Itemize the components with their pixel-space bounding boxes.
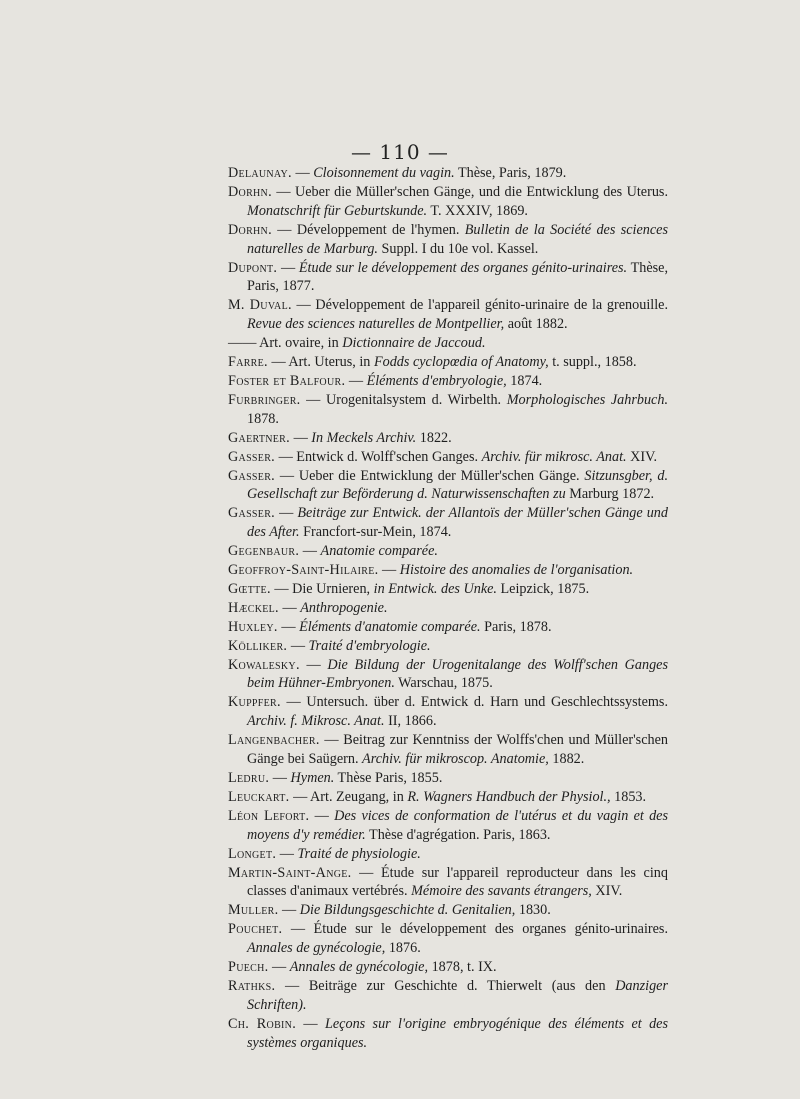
bibliography-entry (228, 467, 668, 505)
bibliography-entry (228, 372, 668, 391)
entry-text: — Développement de l'appareil génito-urinaire de la grenouille. (291, 297, 668, 314)
entry-author: Gasser. (228, 505, 276, 522)
entry-text: 1822. (416, 429, 452, 446)
entry-text: — Urogenitalsystem d. Wirbelth. (300, 391, 507, 408)
entry-text: Francfort-sur-Mein, 1874. (299, 524, 452, 541)
entry-title: Monatschrift für Geburtskunde. (247, 202, 428, 219)
entry-title: in Entwick. des Unke. (373, 580, 497, 597)
entry-text: — (269, 770, 291, 786)
entry-author: Gasser. (228, 448, 276, 465)
bibliography-entry (228, 221, 668, 259)
entry-title: Archiv. für mikroscop. Anatomie, (362, 751, 549, 768)
entry-title: Dictionnaire de Jaccoud. (342, 335, 486, 352)
entry-author: Huxley. (228, 618, 278, 635)
entry-text: — (275, 505, 298, 522)
bibliography-entry (228, 1015, 668, 1053)
entry-title: Bulletin de la Société des sciences naturelles de Marburg. (247, 221, 668, 257)
bibliography-entry (228, 731, 668, 769)
entry-title: Annales de gynécologie, (247, 940, 386, 957)
entry-title: R. Wagners Handbuch der Physiol., (407, 788, 611, 805)
entry-text: — Développement de l'hymen. (271, 221, 465, 238)
entry-text: — Ueber die Müller'schen Gänge, und die Entwicklung des Uterus. (271, 183, 668, 200)
bibliography-entry (228, 164, 668, 183)
entry-text: 1853. (610, 788, 647, 805)
bibliography-entry (228, 429, 668, 448)
entry-text: t. suppl., 1858. (548, 354, 637, 371)
bibliography-entry (228, 769, 668, 788)
bibliography-list (228, 164, 668, 1053)
entry-text: Suppl. I du 10e vol. Kassel. (377, 240, 539, 257)
entry-author: Ch. Robin. (228, 1015, 297, 1032)
entry-text: — (345, 372, 367, 389)
bibliography-entry (228, 259, 668, 297)
entry-text: Marburg 1872. (565, 486, 655, 503)
entry-title: Cloisonnement du vagin. (313, 165, 455, 181)
entry-text: XIV. (591, 883, 623, 900)
bibliography-entry (228, 788, 668, 807)
bibliography-entry (228, 920, 668, 958)
entry-text: — (290, 429, 312, 446)
entry-author: Gegenbaur. (228, 543, 300, 560)
entry-text: — Ueber die Entwicklung der Müller'schen Gänge. (275, 467, 585, 484)
entry-title: Annales de gynécologie, (289, 959, 429, 976)
entry-title: Die Bildungsgeschichte d. Genitalien, (299, 902, 516, 919)
entry-title: Archiv. für mikrosc. Anat. (481, 448, 627, 465)
entry-author: Hæckel. (228, 599, 279, 616)
entry-text: — Art. Uterus, in (267, 354, 374, 371)
entry-author: Foster et Balfour. (228, 372, 346, 389)
entry-author: Farre. (228, 354, 268, 371)
entry-title: Revue des sciences naturelles de Montpellier, (247, 316, 505, 333)
bibliography-entry (228, 580, 668, 599)
entry-text: — (287, 637, 309, 654)
entry-text: Thèse Paris, 1855. (334, 770, 443, 786)
bibliography-entry (228, 334, 668, 353)
bibliography-entry (228, 561, 668, 580)
entry-text: — Beitrag zur Kenntniss der Wolffs'chen und Müller'schen Gänge bei Saügern. (247, 732, 668, 768)
entry-text: — (277, 259, 299, 276)
entry-text: Paris, 1878. (480, 618, 552, 635)
entry-author: Dorhn. (228, 221, 272, 238)
bibliography-entry (228, 296, 668, 334)
bibliography-entry (228, 845, 668, 864)
entry-title: Sitzunsgber, d. Gesellschaft zur Beförderung d. Naturwissenschaften zu (247, 467, 668, 503)
entry-text: — Die Urnieren, (270, 580, 374, 597)
entry-author: Delaunay. (228, 165, 292, 181)
entry-title: Traité d'embryologie. (308, 637, 431, 654)
bibliography-entry (228, 542, 668, 561)
bibliography-entry (228, 958, 668, 977)
bibliography-entry (228, 864, 668, 902)
entry-author: Dupont. (228, 259, 278, 276)
entry-title: Danziger Schriften). (247, 977, 668, 1013)
bibliography-entry (228, 901, 668, 920)
entry-title: Anatomie comparée. (320, 543, 438, 560)
entry-text: — (299, 656, 328, 673)
entry-author: Muller. (228, 902, 279, 919)
entry-text: —— Art. ovaire, in (228, 335, 343, 352)
entry-text: — Étude sur l'appareil reproducteur dans les cinq classes d'animaux vertébrés. (247, 864, 668, 900)
entry-text: — (296, 1015, 325, 1032)
entry-author: Kölliker. (228, 637, 288, 654)
entry-author: Rathks. (228, 977, 276, 994)
bibliography-entry (228, 618, 668, 637)
entry-text: — (276, 845, 298, 862)
entry-text: — Beiträge zur Geschichte d. Thierwelt (aus den (275, 977, 616, 994)
bibliography-entry (228, 599, 668, 618)
bibliography-entry (228, 807, 668, 845)
page-number: — 110 — (351, 140, 449, 164)
entry-author: Leuckart. (228, 788, 290, 805)
entry-text: — (278, 902, 300, 919)
entry-author: Dorhn. (228, 183, 272, 200)
entry-text: Warschau, 1875. (394, 675, 493, 692)
entry-text: 1876. (385, 940, 421, 957)
entry-title: Étude sur le développement des organes génito-urinaires. (298, 259, 628, 276)
entry-title: Morphologisches Jahrbuch. (506, 391, 668, 408)
entry-author: Léon Lefort. (228, 807, 310, 824)
entry-text: II, 1866. (384, 713, 437, 730)
entry-title: Des vices de conformation de l'utérus et du vagin et des moyens d'y remédier. (247, 807, 668, 843)
entry-author: Kuppfer. (228, 694, 281, 711)
entry-title: Mémoire des savants étrangers, (411, 883, 592, 900)
entry-text: août 1882. (504, 316, 568, 333)
entry-title: Éléments d'anatomie comparée. (299, 618, 481, 635)
entry-author: Martin-Saint-Ange. (228, 864, 352, 881)
entry-author: Kowalesky. (228, 656, 300, 673)
entry-author: Gœtte. (228, 580, 271, 597)
entry-text: 1882. (548, 751, 585, 768)
entry-title: Anthropogenie. (300, 599, 388, 616)
entry-author: Gaertner. (228, 429, 291, 446)
bibliography-entry (228, 637, 668, 656)
entry-author: M. Duval. (228, 297, 292, 314)
entry-author: Gasser. (228, 467, 276, 484)
entry-title: Histoire des anomalies de l'organisation. (399, 562, 634, 579)
bibliography-entry (228, 504, 668, 542)
entry-title: In Meckels Archiv. (311, 429, 417, 446)
bibliography-entry (228, 977, 668, 1015)
bibliography-entry (228, 183, 668, 221)
entry-text: 1874. (506, 372, 543, 389)
entry-text: 1830. (515, 902, 551, 919)
bibliography-entry (228, 693, 668, 731)
entry-text: — (291, 165, 314, 181)
entry-title: Beiträge zur Entwick. der Allantoïs der Müller'schen Gänge und des After. (247, 505, 668, 541)
entry-text: — Étude sur le développement des organes génito-urinaires. (282, 921, 668, 938)
bibliography-entry (228, 391, 668, 429)
bibliography-entry (228, 448, 668, 467)
entry-title: Archiv. f. Mikrosc. Anat. (247, 713, 385, 730)
entry-text: XIV. (626, 448, 658, 465)
entry-text: — (378, 562, 400, 579)
entry-author: Puech. (228, 959, 269, 976)
entry-text: — (309, 807, 335, 824)
entry-text: Thèse, Paris, 1877. (247, 259, 668, 295)
entry-title: Traité de physiologie. (297, 845, 421, 862)
entry-author: Geoffroy-Saint-Hilaire. (228, 562, 379, 579)
entry-text: 1878, t. IX. (428, 959, 497, 976)
entry-text: — Untersuch. über d. Entwick d. Harn und Geschlechtssystems. (280, 694, 668, 711)
entry-text: Thèse, Paris, 1879. (454, 165, 567, 181)
entry-text: Leipzick, 1875. (496, 580, 590, 597)
entry-text: Thèse d'agrégation. Paris, 1863. (365, 826, 551, 843)
entry-text: T. XXXIV, 1869. (427, 202, 528, 219)
entry-text: — (278, 599, 301, 616)
entry-author: Longet. (228, 845, 277, 862)
bibliography-entry (228, 656, 668, 694)
entry-text: — Entwick d. Wolff'schen Ganges. (275, 448, 482, 465)
entry-title: Fodds cyclopœdia of Anatomy, (373, 354, 549, 371)
entry-text: — (277, 618, 300, 635)
entry-text: — Art. Zeugang, in (289, 788, 408, 805)
entry-title: Hymen. (290, 770, 335, 786)
bibliography-entry (228, 353, 668, 372)
entry-title: Die Bildung der Urogenitalange des Wolff'schen Ganges beim Hühner-Embryonen. (247, 656, 669, 692)
entry-text: 1878. (247, 410, 279, 427)
entry-text: — (299, 543, 321, 560)
entry-author: Pouchet. (228, 921, 283, 938)
entry-author: Ledru. (228, 770, 270, 786)
entry-title: Éléments d'embryologie, (366, 372, 507, 389)
entry-title: Leçons sur l'origine embryogénique des éléments et des systèmes organiques. (247, 1015, 669, 1051)
entry-text: — (268, 959, 290, 976)
entry-author: Furbringer. (228, 391, 301, 408)
entry-author: Langenbacher. (228, 732, 320, 749)
